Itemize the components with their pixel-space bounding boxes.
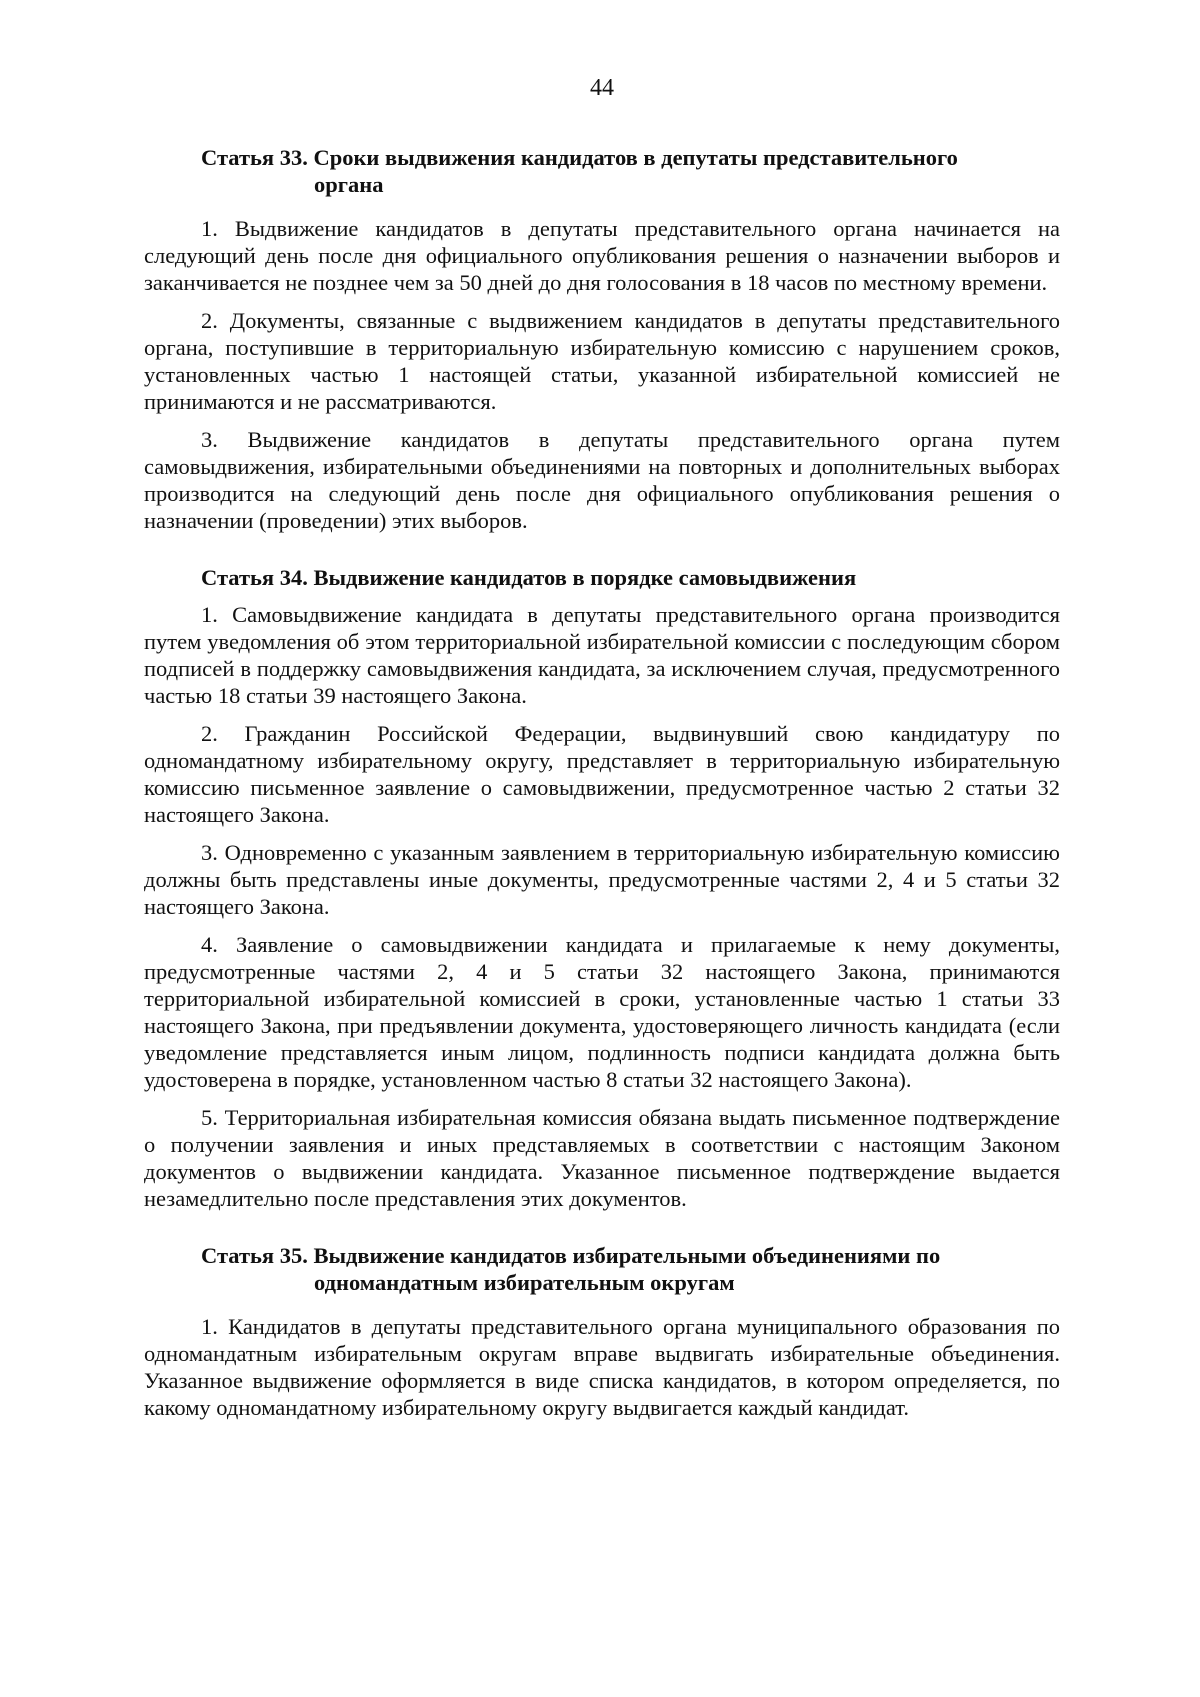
article-34-paragraph-1: 1. Самовыдвижение кандидата в депутаты представительного органа производится путем уведомления об этом территориальной избирательной комиссии с последующим сбором подписей в поддержку самовыдвижения кандидата, за исключением случая, предусмотренного частью 18 статьи 39 настоящего Закона. — [144, 602, 1060, 708]
article-33-paragraph-3: 3. Выдвижение кандидатов в депутаты представительного органа путем самовыдвижения, избирательными объединениями на повторных и дополнительных выборах производится на следующий день после дня официального опубликования решения о назначении (проведении) этих выборов. — [144, 427, 1060, 533]
article-33-title — [144, 144, 1060, 198]
article-34-title-line1: Статья 34. Выдвижение кандидатов в порядке самовыдвижения — [201, 565, 857, 590]
article-34-paragraph-2: 2. Гражданин Российской Федерации, выдвинувший свою кандидатуру по одномандатному избирательному округу, представляет в территориальную избирательную комиссию письменное заявление о самовыдвижении, предусмотренное частью 2 статьи 32 настоящего Закона. — [144, 721, 1060, 827]
article-33-title-line2: органа — [314, 172, 384, 197]
article-34-paragraph-3: 3. Одновременно с указанным заявлением в территориальную избирательную комиссию должны быть представлены иные документы, предусмотренные частями 2, 4 и 5 статьи 32 настоящего Закона. — [144, 840, 1060, 919]
article-33-title-line1: Статья 33. Сроки выдвижения кандидатов в депутаты представительного — [201, 145, 958, 170]
article-33-paragraph-1: 1. Выдвижение кандидатов в депутаты представительного органа начинается на следующий день после дня официального опубликования решения о назначении выборов и заканчивается не позднее чем за 50 дней до дня голосования в 18 часов по местному времени. — [144, 216, 1060, 295]
article-34-paragraph-4: 4. Заявление о самовыдвижении кандидата и прилагаемые к нему документы, предусмотренные частями 2, 4 и 5 статьи 32 настоящего Закона, принимаются территориальной избирательной комиссией в сроки, установленные частью 1 статьи 33 настоящего Закона, при предъявлении документа, удостоверяющего личность кандидата (если уведомление представляется иным лицом, подлинность подписи кандидата должна быть удостоверена в порядке, установленном частью 8 статьи 32 настоящего Закона). — [144, 932, 1060, 1092]
article-35-title-line1: Статья 35. Выдвижение кандидатов избирательными объединениями по — [201, 1243, 941, 1268]
article-33-paragraph-2: 2. Документы, связанные с выдвижением кандидатов в депутаты представительного органа, поступившие в территориальную избирательную комиссию с нарушением сроков, установленных частью 1 настоящей статьи, указанной избирательной комиссией не принимаются и не рассматриваются. — [144, 308, 1060, 414]
article-33 — [144, 144, 1060, 534]
article-35-paragraph-1: 1. Кандидатов в депутаты представительного органа муниципального образования по одномандатным избирательным округам вправе выдвигать избирательные объединения. Указанное выдвижение оформляется в виде списка кандидатов, в котором определяется, по какому одномандатному избирательному округу выдвигается каждый кандидат. — [144, 1314, 1060, 1420]
article-34 — [144, 564, 1060, 1212]
article-35-title-line2: одномандатным избирательным округам — [314, 1270, 735, 1295]
page-number: 44 — [590, 75, 614, 101]
article-35 — [144, 1242, 1060, 1421]
article-34-title — [144, 564, 1060, 591]
document-body — [144, 144, 1060, 1432]
article-35-title — [144, 1242, 1060, 1296]
article-34-paragraph-5: 5. Территориальная избирательная комиссия обязана выдать письменное подтверждение о получении заявления и иных представляемых в соответствии с настоящим Законом документов о выдвижении кандидата. Указанное письменное подтверждение выдается незамедлительно после представления этих документов. — [144, 1105, 1060, 1211]
